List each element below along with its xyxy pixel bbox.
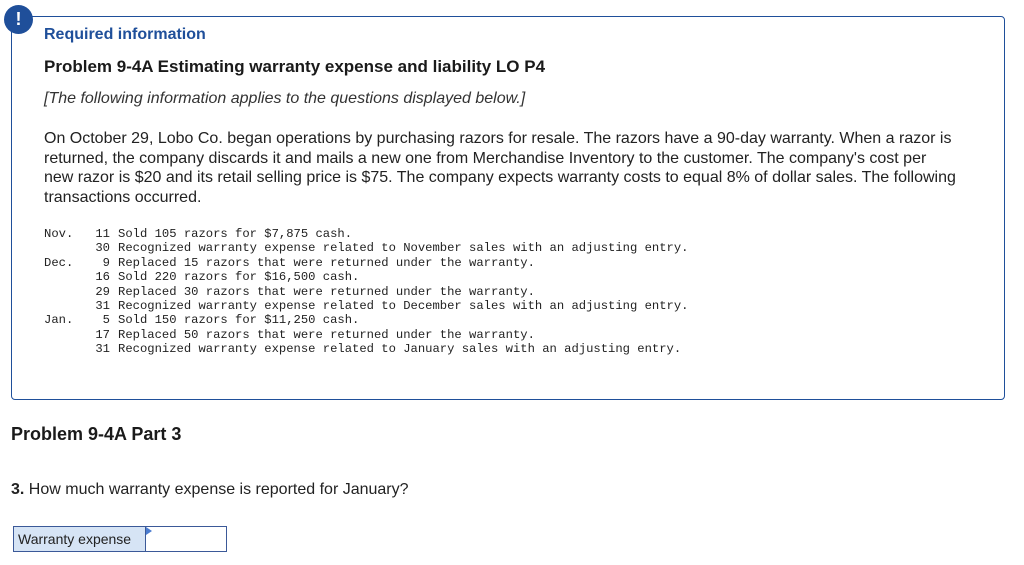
- transaction-text: Sold 105 razors for $7,875 cash.: [118, 227, 353, 241]
- transaction-day: 30: [95, 241, 110, 256]
- transaction-row: [44, 299, 688, 313]
- applies-note: [The following information applies to the questions displayed below.]: [44, 90, 526, 107]
- transaction-month: Nov.: [44, 227, 74, 241]
- question-number: 3.: [11, 481, 25, 498]
- problem-description: On October 29, Lobo Co. began operations by purchasing razors for resale. The razors have a 90-day warranty. When a razor is returned, the company discards it and mails a new one from Merchandise Inventory to the customer. The company's cost per new razor is $20 and its retail selling price is $75. The company expects warranty costs to equal 8% of dollar sales. The following transactions occurred.: [44, 130, 956, 206]
- transaction-row: [44, 241, 688, 255]
- transaction-day: 31: [95, 342, 110, 357]
- transaction-row: [44, 227, 688, 241]
- transaction-month: [44, 328, 86, 342]
- part-heading: Problem 9-4A Part 3: [11, 424, 182, 444]
- transaction-row: [44, 270, 688, 284]
- warranty-expense-answer-row: [13, 526, 227, 552]
- transaction-month: [44, 270, 86, 284]
- transaction-text: Recognized warranty expense related to November sales with an adjusting entry.: [118, 241, 689, 256]
- transaction-day: 31: [95, 299, 110, 314]
- transaction-row: [44, 313, 688, 327]
- alert-icon: !: [4, 5, 33, 34]
- transaction-text: Replaced 50 razors that were returned under the warranty.: [118, 327, 535, 342]
- transaction-row: [44, 342, 688, 356]
- question-text: How much warranty expense is reported for January?: [28, 481, 409, 498]
- transaction-text: Recognized warranty expense related to December sales with an adjusting entry.: [118, 299, 689, 314]
- warranty-expense-label: Warranty expense: [14, 527, 146, 551]
- problem-title: Problem 9-4A Estimating warranty expense and liability LO P4: [44, 57, 546, 76]
- transaction-month: Dec.: [44, 255, 74, 270]
- transaction-text: Recognized warranty expense related to January sales with an adjusting entry.: [118, 342, 682, 357]
- transaction-text: Replaced 15 razors that were returned under the warranty.: [118, 255, 535, 270]
- transaction-day: 17: [95, 327, 110, 342]
- transaction-row: [44, 256, 688, 270]
- transactions-list: [44, 227, 688, 357]
- warranty-expense-input[interactable]: [146, 527, 226, 551]
- transaction-text: Replaced 30 razors that were returned under the warranty.: [118, 284, 535, 299]
- transaction-month: [44, 299, 86, 313]
- warranty-expense-input-wrap: [146, 527, 226, 551]
- transaction-month: [44, 285, 86, 299]
- transaction-month: [44, 342, 86, 356]
- required-information-heading: Required information: [44, 26, 206, 43]
- transaction-row: [44, 328, 688, 342]
- transaction-text: Sold 220 razors for $16,500 cash.: [118, 270, 360, 285]
- question: [11, 481, 409, 499]
- transaction-day: 16: [95, 270, 110, 285]
- transaction-row: [44, 285, 688, 299]
- transaction-day: 11: [95, 227, 110, 241]
- transaction-month: Jan.: [44, 313, 74, 328]
- transaction-day: 5: [102, 313, 110, 328]
- input-marker-icon: [146, 527, 152, 535]
- transaction-day: 9: [102, 255, 110, 270]
- transaction-day: 29: [95, 284, 110, 299]
- transaction-text: Sold 150 razors for $11,250 cash.: [118, 313, 360, 328]
- transaction-month: [44, 241, 86, 255]
